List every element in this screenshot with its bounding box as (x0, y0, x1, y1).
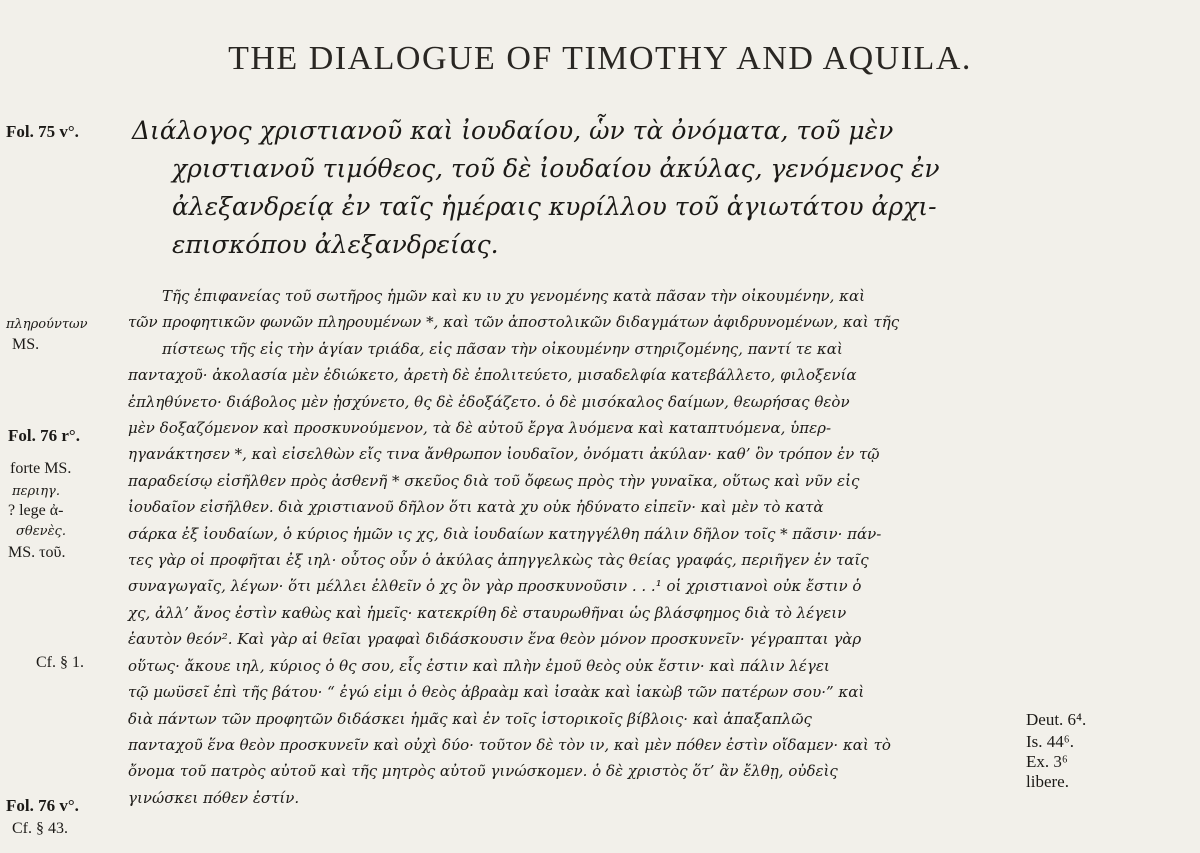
text-line: Τῆς ἐπιφανείας τοῦ σωτῆρος ἡμῶν καὶ κυ ιυ χυ γενομένης κατὰ πᾶσαν τὴν οἰκουμένην, καὶ (162, 287, 865, 305)
heading-line: Διάλογος χριστιανοῦ καὶ ἰουδαίου, ὧν τὰ ὀνόματα, τοῦ μὲν (132, 116, 894, 145)
margin-note: ? lege ἀ- (8, 502, 64, 519)
margin-note: σθενὲς. (16, 524, 66, 539)
text-line: οὕτως· ἄκουε ιηλ, κύριος ὁ θς σου, εἷς ἐστιν καὶ πλὴν ἐμοῦ θεὸς οὐκ ἔστιν· καὶ πάλιν λέγει (128, 656, 830, 675)
scripture-reference: Is. 44⁶. (1026, 732, 1074, 751)
text-line: πίστεως τῆς εἰς τὴν ἁγίαν τριάδα, εἰς πᾶσαν τὴν οἰκουμένην στηριζομένης, παντί τε καὶ (162, 339, 843, 358)
text-line: διὰ πάντων τῶν προφητῶν διδάσκει ἡμᾶς καὶ ἐν τοῖς ἱστορικοῖς βίβλοις· καὶ ἁπαξαπλῶς (128, 709, 812, 728)
text-line: πανταχοῦ· ἀκολασία μὲν ἐδιώκετο, ἀρετὴ δὲ ἐπολιτεύετο, μισαδελφία κατεβάλλετο, φιλοξενία (128, 366, 857, 385)
scripture-reference: libere. (1026, 772, 1069, 791)
text-line: ὄνομα τοῦ πατρὸς αὐτοῦ καὶ τῆς μητρὸς αὐτοῦ γινώσκομεν. ὁ δὲ χριστὸς ὅτ’ ἂν ἔλθῃ, οὐδεὶς (128, 762, 838, 781)
margin-note: Cf. § 1. (36, 654, 84, 671)
text-line: σάρκα ἐξ ἰουδαίων, ὁ κύριος ἡμῶν ις χς, διὰ ἰουδαίων κατηγγέλθη πάλιν δῆλον τοῖς * πᾶσιν· πάν- (128, 524, 882, 543)
text-line: γινώσκει πόθεν ἐστίν. (128, 788, 300, 807)
margin-note: περιηγ. (12, 484, 60, 499)
margin-note: MS. (12, 336, 40, 353)
text-line: παραδείσῳ εἰσῆλθεν πρὸς ἀσθενῆ * σκεῦος διὰ τοῦ ὄφεως πρὸς τὴν γυναῖκα, οὕτως καὶ νῦν εἰς (128, 471, 860, 490)
heading-line: επισκόπου ἀλεξανδρείας. (172, 230, 499, 259)
scripture-reference: Deut. 6⁴. (1026, 710, 1087, 729)
text-line: πανταχοῦ ἕνα θεὸν προσκυνεῖν καὶ οὐχὶ δύο· τοῦτον δὲ τὸν ιν, καὶ μὲν πόθεν ἐστὶν οἴδαμεν· καὶ τὸ (128, 735, 891, 754)
page-title: THE DIALOGUE OF TIMOTHY AND AQUILA. (228, 40, 972, 77)
dialogue-heading (132, 112, 1012, 264)
text-line: χς, ἀλλ’ ἄνος ἐστὶν καθὼς καὶ ἡμεῖς· κατεκρίθη δὲ σταυρωθῆναι ὡς βλάσφημος διὰ τὸ λέγειν (128, 603, 847, 622)
text-line: ἑαυτὸν θεόν². Καὶ γὰρ αἱ θεῖαι γραφαὶ διδάσκουσιν ἕνα θεὸν μόνον προσκυνεῖν· γέγραπται γὰρ (128, 630, 862, 649)
text-line: συναγωγαῖς, λέγων· ὅτι μέλλει ἐλθεῖν ὁ χς ὃν γὰρ προσκυνοῦσιν . . .¹ οἱ χριστιανοὶ οὐκ ἔστιν ὁ (128, 577, 862, 596)
margin-note: Cf. § 43. (12, 820, 68, 837)
margin-note: πληρούντων (6, 317, 88, 332)
text-line: μὲν δοξαζόμενον καὶ προσκυνούμενον, τὰ δὲ αὐτοῦ ἔργα λυόμενα καὶ καταπτυόμενα, ὑπερ- (128, 419, 832, 438)
text-line: τες γὰρ οἱ προφῆται ἐξ ιηλ· οὗτος οὖν ὁ ἀκύλας ἀπηγγελκὼς τὰς θείας γραφάς, περιῆγεν ἐν ταῖς (128, 551, 869, 570)
text-line: τῶν προφητικῶν φωνῶν πληρουμένων *, καὶ τῶν ἀποστολικῶν διδαγμάτων ἀφιδρυνομένων, καὶ τῆς (128, 313, 900, 332)
scripture-reference: Ex. 3⁶ (1026, 752, 1068, 771)
margin-note: forte MS. (10, 460, 72, 477)
margin-folio: Fol. 76 r°. (8, 426, 80, 445)
text-line: ἐπληθύνετο· διάβολος μὲν ᾐσχύνετο, θς δὲ ἐδοξάζετο. ὁ δὲ μισόκαλος δαίμων, θεωρήσας θεὸν (128, 392, 850, 411)
greek-body-text (128, 283, 1018, 811)
heading-line: χριστιανοῦ τιμόθεος, τοῦ δὲ ἰουδαίου ἀκύλας, γενόμενος ἐν (172, 154, 940, 183)
text-line: τῷ μωϋσεῖ ἐπὶ τῆς βάτου· “ ἐγώ εἰμι ὁ θεὸς ἀβραὰμ καὶ ἰσαὰκ καὶ ἰακὼβ τῶν πατέρων σου·” καὶ (128, 683, 865, 702)
text-line: ἰουδαῖον εἰσῆλθεν. διὰ χριστιανοῦ δῆλον ὅτι κατὰ χυ οὐκ ἠδύνατο εἰπεῖν· καὶ μὲν τὸ κατὰ (128, 498, 824, 517)
text-line: ηγανάκτησεν *, καὶ εἰσελθὼν εἴς τινα ἄνθρωπον ἰουδαῖον, ὀνόματι ἀκύλαν· καθ’ ὃν τρόπον ἐν τῷ (128, 445, 880, 464)
heading-line: ἀλεξανδρείᾳ ἐν ταῖς ἡμέραις κυρίλλου τοῦ ἁγιωτάτου ἀρχι- (172, 192, 937, 221)
margin-note: MS. τοῦ. (8, 544, 66, 561)
margin-folio: Fol. 76 v°. (6, 796, 79, 815)
folio-reference: Fol. 75 v°. (6, 122, 79, 141)
